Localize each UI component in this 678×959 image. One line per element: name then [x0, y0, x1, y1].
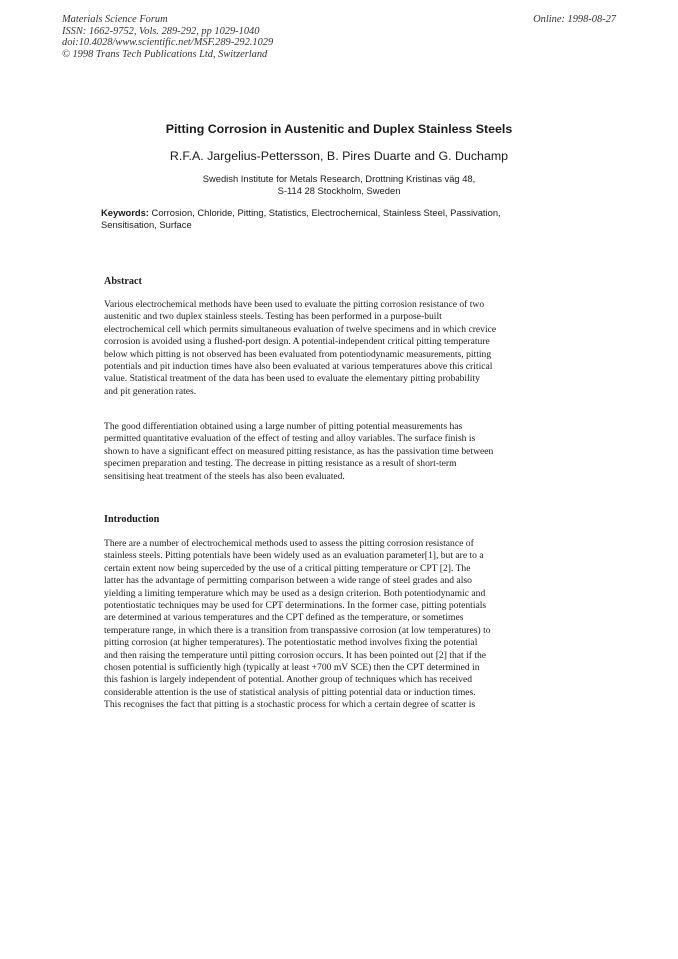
- paper-title: Pitting Corrosion in Austenitic and Duplex Stainless Steels: [165, 122, 513, 136]
- text-line: and then raising the temperature until pitting corrosion occurs. It has been pointed out [2] that if the: [104, 649, 487, 661]
- text-line: sensitising heat treatment of the steels has also been evaluated.: [104, 470, 345, 482]
- text-line: below which pitting is not observed has been evaluated from potentiodynamic measurements, pitting: [104, 348, 492, 360]
- text-line: potentials and pit induction times have also been evaluated at various temperatures above this critical: [104, 361, 493, 373]
- copyright-line: © 1998 Trans Tech Publications Ltd, Switzerland: [62, 48, 268, 60]
- text-line: temperature range, in which there is a transition from transpassive corrosion (at low temperatures) to: [104, 624, 491, 636]
- keywords-continuation: Sensitisation, Surface: [101, 219, 192, 230]
- journal-name: Materials Science Forum: [62, 14, 168, 25]
- text-line: latter has the advantage of permitting comparison between a wide range of steel grades and also: [104, 575, 472, 587]
- text-line: This recognises the fact that pitting is a stochastic process for which a certain degree of scatter is: [104, 699, 476, 711]
- keywords-label: Keywords:: [101, 207, 149, 218]
- text-line: specimen preparation and testing. The decrease in pitting resistance as a result of short-term: [104, 458, 457, 470]
- text-line: value. Statistical treatment of the data has been used to evaluate the elementary pitting probability: [104, 373, 480, 385]
- abstract-paragraph-2: [104, 421, 584, 483]
- text-line: are determined at various temperatures and the CPT defined as the temperature, or sometimes: [104, 612, 464, 624]
- online-date: Online: 1998-08-27: [533, 14, 616, 25]
- text-line: There are a number of electrochemical methods used to assess the pitting corrosion resistance of: [104, 538, 474, 549]
- text-line: Various electrochemical methods have been used to evaluate the pitting corrosion resistance of two: [104, 299, 485, 310]
- text-line: pitting corrosion (at higher temperatures). The potentiostatic method involves fixing the potential: [104, 637, 478, 649]
- keywords-block: [101, 207, 571, 231]
- text-line: permitted quantitative evaluation of the effect of testing and alloy variables. The surface finish is: [104, 433, 476, 445]
- abstract-paragraph-1: [104, 299, 584, 398]
- affiliation-line: S-114 28 Stockholm, Sweden: [277, 185, 401, 196]
- keywords-list: Corrosion, Chloride, Pitting, Statistics, Electrochemical, Stainless Steel, Passivation,: [151, 207, 501, 218]
- text-line: electrochemical cell which permits simultaneous evaluation of twelve specimens and in which crevice: [104, 323, 497, 335]
- text-line: chosen potential is sufficiently high (typically at least +700 mV SCE) then the CPT determined in: [104, 662, 480, 674]
- publication-header: [62, 14, 422, 60]
- text-line: stainless steels. Pitting potentials have been widely used as an evaluation parameter[1], but are to a: [104, 550, 484, 562]
- affiliation: [0, 173, 678, 197]
- text-line: The good differentiation obtained using a large number of pitting potential measurements has: [104, 421, 463, 432]
- affiliation-line: Swedish Institute for Metals Research, Drottning Kristinas väg 48,: [202, 173, 476, 184]
- issn-line: ISSN: 1662-9752, Vols. 289-292, pp 1029-1040: [62, 25, 260, 37]
- text-line: considerable attention is the use of statistical analysis of pitting potential data or induction times.: [104, 686, 476, 698]
- text-line: corrosion is avoided using a flushed-port design. A potential-independent critical pitting temperature: [104, 336, 490, 348]
- author-list: R.F.A. Jargelius-Pettersson, B. Pires Duarte and G. Duchamp: [169, 149, 509, 163]
- text-line: and pit generation rates.: [104, 385, 197, 397]
- text-line: shown to have a significant effect on measured pitting resistance, as has the passivation time between: [104, 445, 494, 457]
- introduction-heading: Introduction: [104, 514, 160, 525]
- doi-line: doi:10.4028/www.scientific.net/MSF.289-292.1029: [62, 37, 274, 49]
- keywords-line: [101, 207, 571, 219]
- text-line: yielding a limiting temperature which may be used as a design criterion. Both potentiodynamic and: [104, 587, 486, 599]
- text-line: this fashion is largely independent of potential. Another group of techniques which has received: [104, 674, 473, 686]
- abstract-heading: Abstract: [104, 276, 142, 287]
- introduction-paragraph: [104, 538, 584, 712]
- text-line: potentiostatic techniques may be used for CPT determinations. In the former case, pitting potentials: [104, 600, 487, 612]
- text-line: austenitic and two duplex stainless steels. Testing has been performed in a purpose-built: [104, 311, 442, 323]
- text-line: certain extent now being superceded by the use of a critical pitting temperature or CPT [2]. The: [104, 562, 471, 574]
